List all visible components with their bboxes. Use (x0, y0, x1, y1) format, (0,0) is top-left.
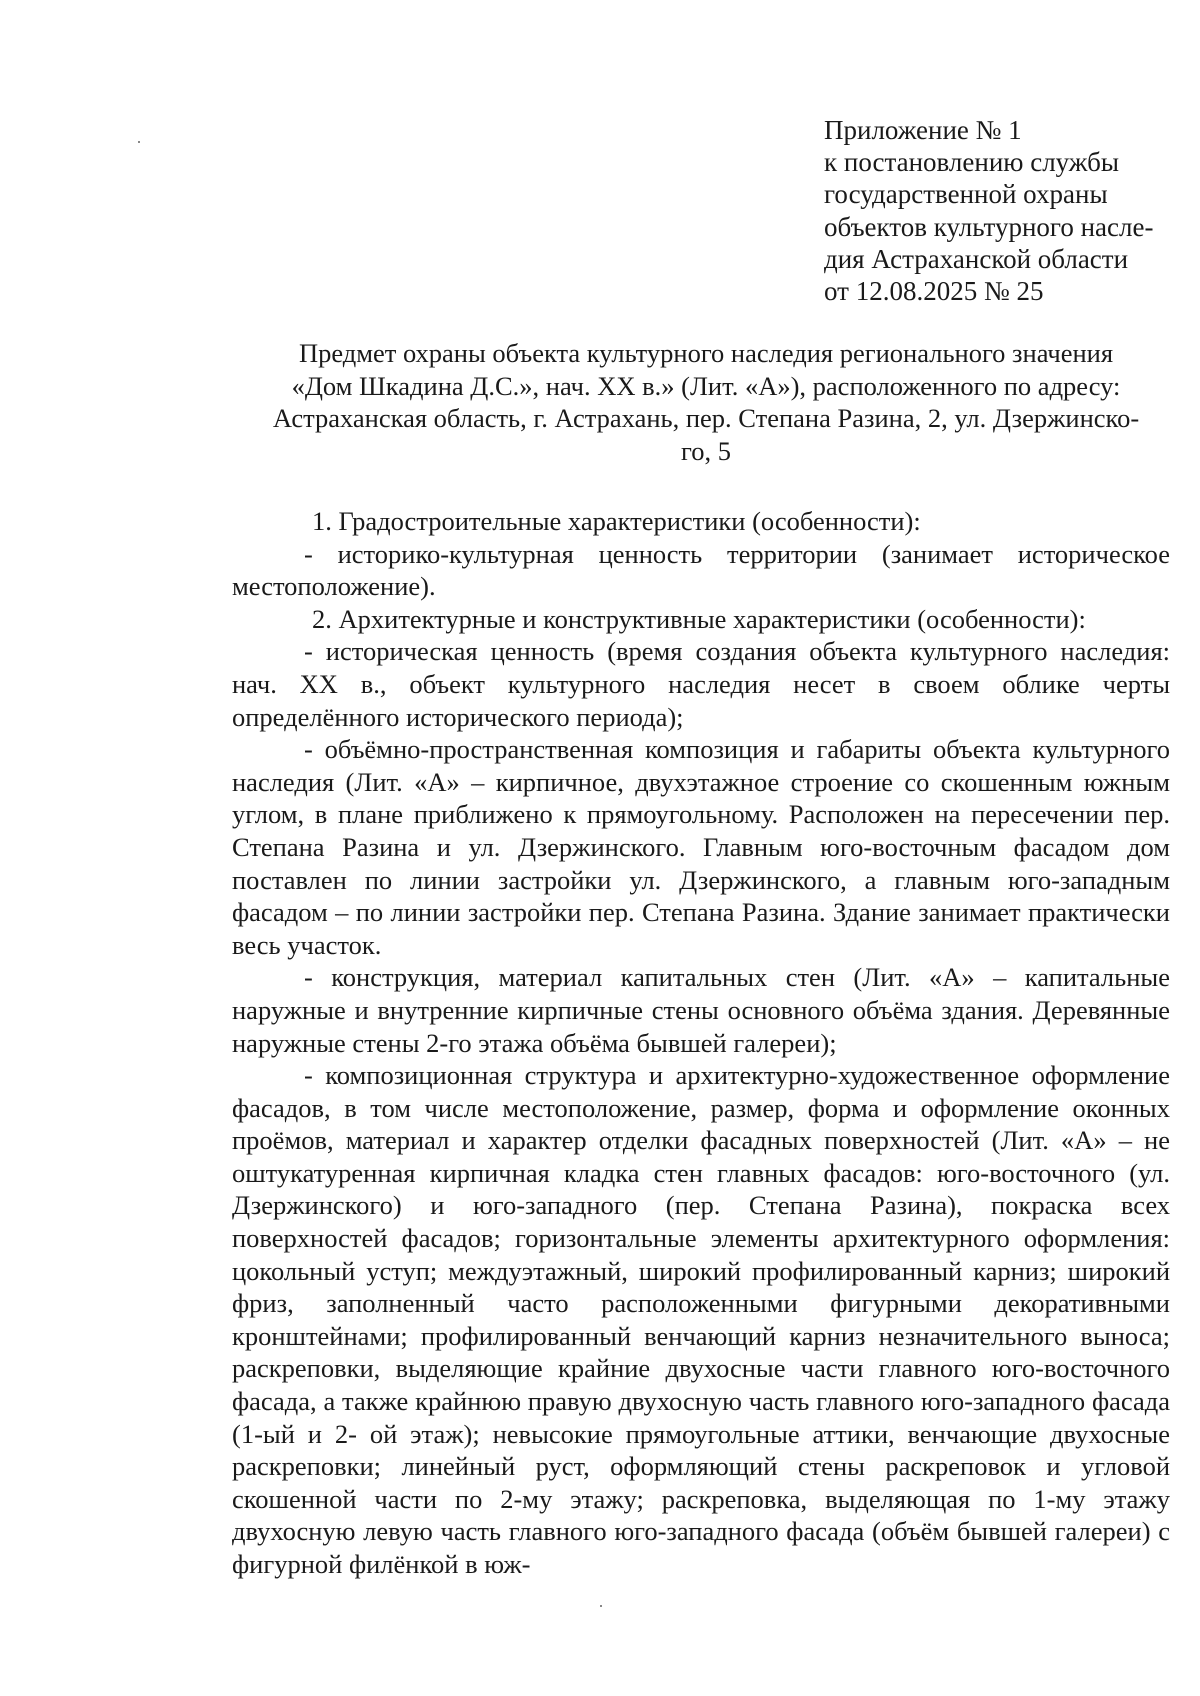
appendix-line: объектов культурного насле- (824, 211, 1154, 242)
section-item-territory-value: - историко-культурная ценность территории (занимает историческое местоположение). (232, 538, 1170, 602)
title-line: го, 5 (681, 435, 731, 466)
appendix-line: государственной охраны (824, 179, 1108, 210)
appendix-line: к постановлению службы (824, 147, 1119, 178)
section-item-facade-composition: - композиционная структура и архитектурно-художественное оформление фасадов, в том числе местоположение, размер, форма и оформление оконных проёмов, материал и характер отделки фасадных поверхностей (Лит. «А» – не оштукатуренная кирпичная кладка стен главных фасадов: юго-восточного (ул. Дзержинского) и юго-западного (пер. Степана Разина), покраска всех поверхностей фасадов; горизонтальные элементы архитектурного оформления: цокольный уступ; междуэтажный, широкий профилированный карниз; широкий фриз, заполненный часто расположенными фигурными декоративными кронштейнами; профилированный венчающий карниз незначительного выноса; раскреповки, выделяющие крайние двухосные части главного юго-восточного фасада, а также крайнюю правую двухосную часть главного юго-западного фасада (1-ый и 2- ой этаж); невысокие прямоугольные аттики, венчающие двухосные раскреповки; линейный руст, оформляющий стены раскреповок и угловой скошенной части по 2-му этажу; раскреповка, выделяющая по 1-му этажу двухосную левую часть главного юго-западного фасада (объём бывшей галереи) с фигурной филёнкой в юж- (232, 1060, 1170, 1579)
section-heading-architecture: 2. Архитектурные и конструктивные характеристики (особенности): (312, 603, 1086, 634)
appendix-line: Приложение № 1 (824, 115, 1022, 145)
section-item-historical-value: - историческая ценность (время создания объекта культурного наследия: нач. XX в., объект культурного наследия несет в своем облике черты определённого исторического периода); (232, 636, 1170, 732)
scan-speck (138, 141, 140, 143)
appendix-reference (824, 114, 1164, 307)
title-line: Предмет охраны объекта культурного наследия регионального значения (298, 338, 1114, 368)
title-line: «Дом Шкадина Д.С.», нач. XX в.» (Лит. «А»), расположенного по адресу: (291, 370, 1121, 401)
title-line: Астраханская область, г. Астрахань, пер. Степана Разина, 2, ул. Дзержинско- (272, 403, 1140, 433)
scan-speck (600, 1605, 602, 1607)
document-body (232, 505, 1170, 1581)
document-title (236, 337, 1176, 467)
section-item-wall-construction: - конструкция, материал капитальных стен (Лит. «А» – капитальные наружные и внутренние кирпичные стены основного объёма здания. Деревянные наружные стены 2-го этажа объёма бывшей галереи); (232, 962, 1170, 1058)
section-heading-urban: 1. Градостроительные характеристики (особенности): (312, 506, 921, 536)
appendix-line: дия Астраханской области (824, 243, 1129, 274)
appendix-line: от 12.08.2025 № 25 (824, 276, 1044, 307)
section-item-volume-composition: - объёмно-пространственная композиция и габариты объекта культурного наследия (Лит. «А» – кирпичное, двухэтажное строение со скошенным южным углом, в плане приближено к прямоугольному. Расположен на пересечении пер. Степана Разина и ул. Дзержинского. Главным юго-восточным фасадом дом поставлен по линии застройки ул. Дзержинского, а главным юго-западным фасадом – по линии застройки пер. Степана Разина. Здание занимает практически весь участок. (232, 734, 1170, 960)
